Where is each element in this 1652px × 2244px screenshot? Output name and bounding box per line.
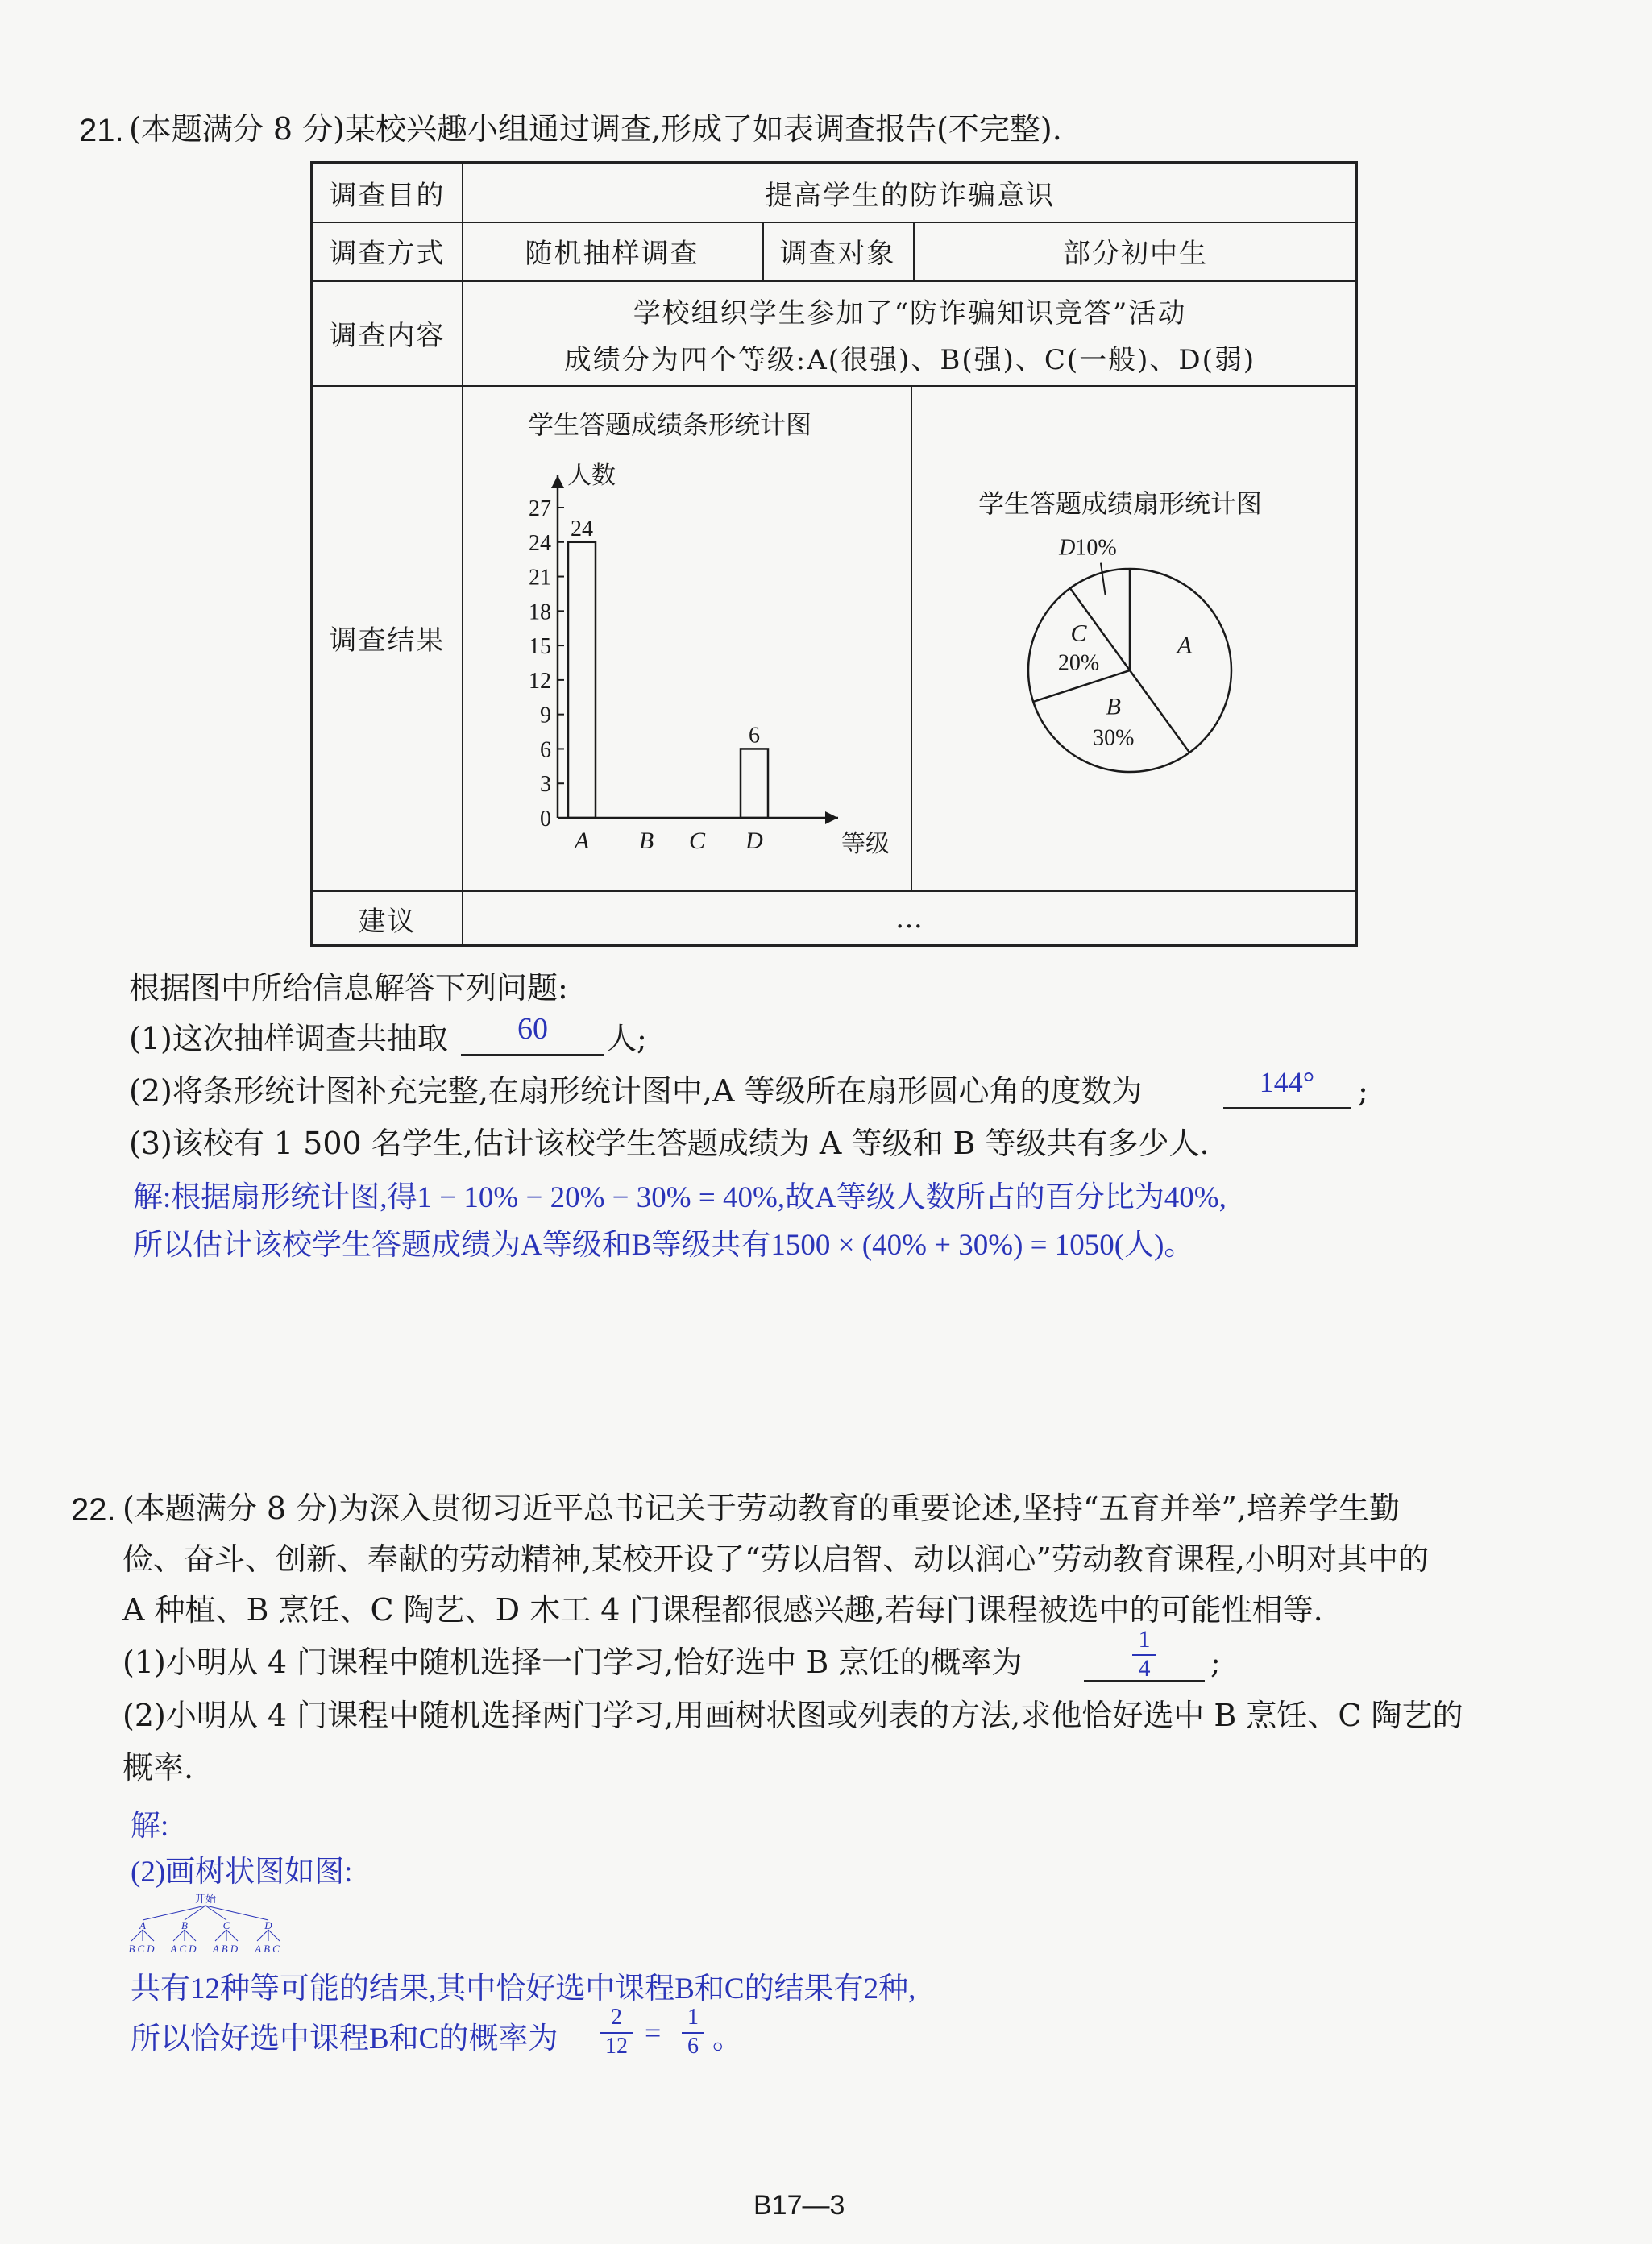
q22-q1-answer-den: 4 <box>1138 1655 1151 1682</box>
object-label: 调查对象 <box>779 238 896 270</box>
pie-pct-c: 20% <box>1057 650 1100 676</box>
pie-label-c: C <box>1070 620 1087 647</box>
q22-q2-line1: (2)小明从 4 门课程中随机选择两门学习,用画树状图或列表的方法,求他恰好选中 B 烹饪、C 陶艺的 <box>122 1698 1463 1733</box>
q22-frac2-den: 6 <box>687 2034 699 2059</box>
bar-y-tick-label: 12 <box>529 668 551 694</box>
purpose-label: 调查目的 <box>329 179 446 212</box>
bar-category-label: B <box>638 828 654 854</box>
q21-q2-suffix: ; <box>1358 1073 1368 1109</box>
tree-level2-c: ABD <box>212 1943 241 1955</box>
q22-frac2-num: 1 <box>687 2005 699 2030</box>
q22-solution-line2-suffix: 。 <box>712 2022 742 2055</box>
q22-solution-label: 解: <box>131 1810 169 1843</box>
q22-q1-answer-num: 1 <box>1138 1626 1151 1653</box>
q22-line3: A 种植、B 烹饪、C 陶艺、D 木工 4 门课程都很感兴趣,若每门课程被选中的可能性相等. <box>122 1592 1323 1628</box>
q21-solution-line2: 所以估计该校学生答题成绩为A等级和B等级共有1500 × (40% + 30%) = 1050(人)。 <box>133 1229 1194 1262</box>
bar-x-label: 等级 <box>841 830 890 858</box>
pie-pct-b: 30% <box>1093 725 1135 751</box>
bar-y-tick-label: 27 <box>529 496 551 521</box>
bar-chart-bars <box>568 516 768 818</box>
pie-label-b: B <box>1106 693 1121 720</box>
q22-q1-suffix: ; <box>1210 1645 1221 1680</box>
q21-q1-suffix: 人; <box>606 1021 647 1056</box>
pie-label-d: D10% <box>1059 535 1117 561</box>
q21-q3: (3)该校有 1 500 名学生,估计该校学生答题成绩为 A 等级和 B 等级共有多少人. <box>129 1126 1210 1161</box>
q21-q2-answer: 144° <box>1259 1066 1315 1098</box>
q22-equals: = <box>645 2017 662 2049</box>
result-label: 调查结果 <box>329 624 446 657</box>
q22-solution-line2-prefix: 所以恰好选中课程B和C的概率为 <box>131 2022 558 2055</box>
pie-leader-d <box>1101 563 1106 595</box>
q22-solution-line1: 共有12种等可能的结果,其中恰好选中课程B和C的结果有2种, <box>131 1972 916 2005</box>
q22-frac1-den: 12 <box>605 2034 628 2059</box>
bar-a <box>568 542 596 818</box>
q22-q2-line2: 概率. <box>122 1750 194 1786</box>
q21-number: 21. <box>79 113 124 148</box>
content-line2: 成绩分为四个等级:A(很强)、B(强)、C(一般)、D(弱) <box>563 344 1256 376</box>
q21-q2-blank <box>1223 1107 1351 1109</box>
bar-y-tick-label: 24 <box>529 530 551 556</box>
pie-chart-slices <box>1028 536 1231 772</box>
pie-label-a: A <box>1177 632 1193 659</box>
bar-category-label: A <box>574 828 590 854</box>
q21-q1-answer: 60 <box>517 1012 548 1046</box>
q21-q1-blank <box>461 1054 604 1056</box>
bar-value-label: 6 <box>749 723 760 749</box>
bar-y-tick-label: 9 <box>540 703 551 728</box>
bar-chart <box>467 403 890 870</box>
bar-d <box>741 749 768 818</box>
suggestion-label: 建议 <box>358 905 417 938</box>
pie-chart <box>959 483 1305 790</box>
q21-q2-prefix: (2)将条形统计图补充完整,在扇形统计图中,A 等级所在扇形圆心角的度数为 <box>129 1073 1143 1109</box>
bar-y-axis-arrow <box>551 475 564 488</box>
tree-diagram <box>121 1889 290 1962</box>
purpose-value: 提高学生的防诈骗意识 <box>765 179 1055 212</box>
bar-y-tick-label: 21 <box>529 565 551 591</box>
q22-q1-prefix: (1)小明从 4 门课程中随机选择一门学习,恰好选中 B 烹饪的概率为 <box>122 1645 1023 1680</box>
tree-level1-d: D <box>264 1919 272 1931</box>
bar-y-tick-label: 3 <box>540 772 551 798</box>
pie-boundary-1 <box>1130 670 1189 753</box>
q22-solution-tree-intro: (2)画树状图如图: <box>131 1856 353 1889</box>
tree-level1-c: C <box>222 1919 230 1931</box>
content-label: 调查内容 <box>329 319 446 352</box>
bar-y-tick-label: 6 <box>540 737 551 763</box>
bar-y-tick-label: 0 <box>540 807 551 832</box>
q22-frac1-num: 2 <box>611 2005 622 2030</box>
tree-level1-a: A <box>139 1919 146 1931</box>
bar-chart-title: 学生答题成绩条形统计图 <box>528 409 812 440</box>
method-label: 调查方式 <box>329 238 446 270</box>
bar-category-label: C <box>688 828 706 854</box>
q21-q1-prefix: (1)这次抽样调查共抽取 <box>129 1021 448 1056</box>
tree-root: 开始 <box>194 1894 217 1906</box>
bar-category-label: D <box>745 828 763 854</box>
tree-level2-a: BCD <box>128 1943 157 1955</box>
bar-chart-categories <box>573 828 763 854</box>
content-line1: 学校组织学生参加了“防诈骗知识竞答”活动 <box>633 297 1187 330</box>
page-number: B17—3 <box>753 2190 845 2221</box>
bar-chart-axes <box>551 462 890 858</box>
bar-y-label: 人数 <box>567 462 616 490</box>
method-value: 随机抽样调查 <box>525 238 699 270</box>
q21-questions-intro: 根据图中所给信息解答下列问题: <box>129 970 568 1006</box>
object-value: 部分初中生 <box>1063 238 1208 270</box>
bar-x-axis-arrow <box>825 811 838 824</box>
pie-chart-title: 学生答题成绩扇形统计图 <box>978 488 1263 519</box>
q21-solution-line1: 解:根据扇形统计图,得1 − 10% − 20% − 30% = 40%,故A等级人数所占的百分比为40%, <box>133 1181 1227 1214</box>
q22-line1: (本题满分 8 分)为深入贯彻习近平总书记关于劳动教育的重要论述,坚持“五育并举”,培养学生勤 <box>122 1491 1401 1526</box>
q21-intro: (本题满分 8 分)某校兴趣小组通过调查,形成了如表调查报告(不完整). <box>129 111 1062 147</box>
q22-line2: 俭、奋斗、创新、奉献的劳动精神,某校开设了“劳以启智、动以润心”劳动教育课程,小明对其中的 <box>122 1541 1430 1577</box>
tree-level2-b: ACD <box>170 1943 199 1955</box>
tree-level1-b: B <box>181 1919 188 1931</box>
q22-number: 22. <box>71 1492 116 1528</box>
tree-level2-d: ABC <box>255 1943 282 1955</box>
suggestion-value: … <box>895 902 924 935</box>
bar-value-label: 24 <box>571 516 593 541</box>
bar-y-tick-label: 18 <box>529 599 551 625</box>
bar-chart-ticks <box>529 496 564 832</box>
bar-y-tick-label: 15 <box>529 634 551 660</box>
